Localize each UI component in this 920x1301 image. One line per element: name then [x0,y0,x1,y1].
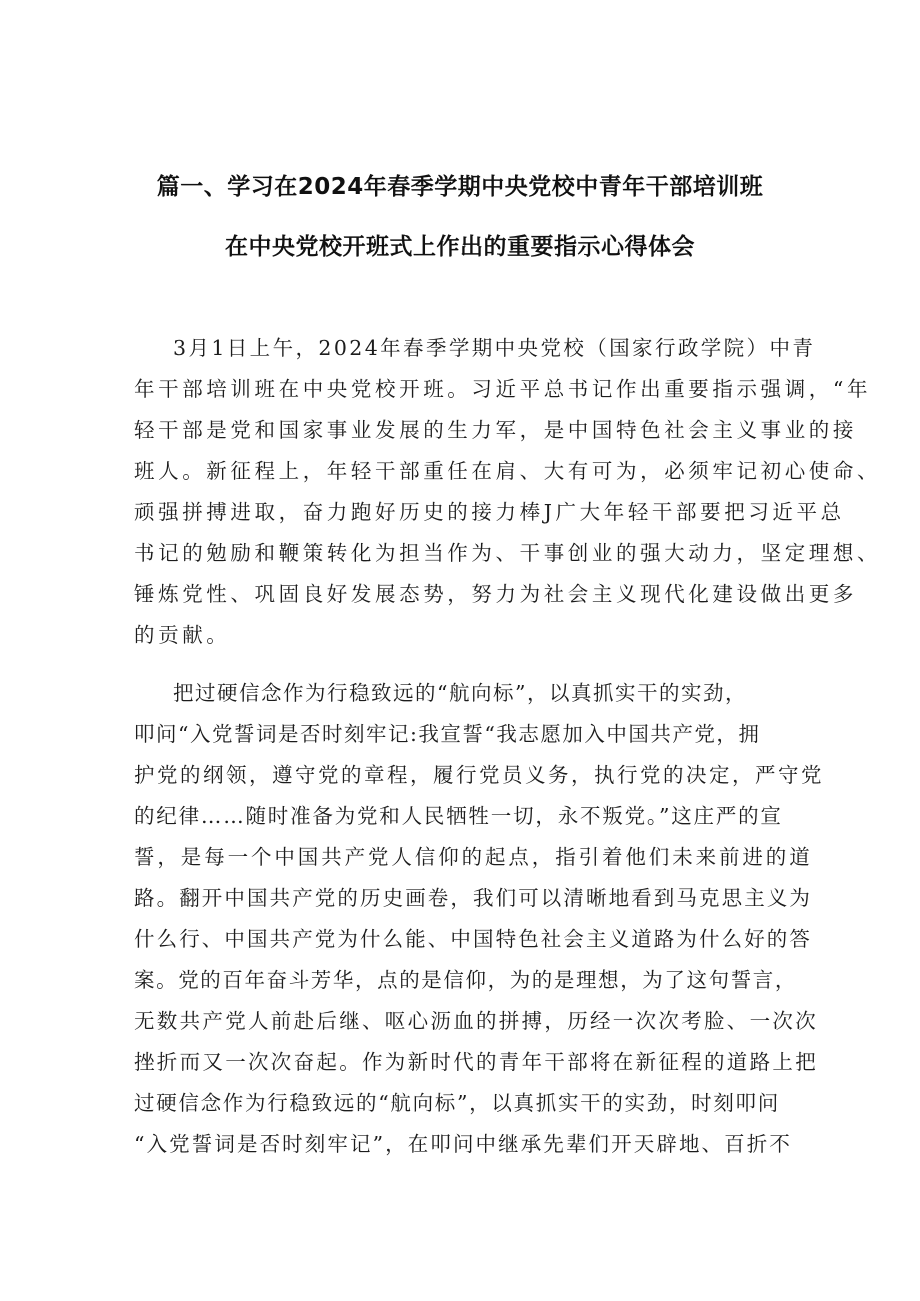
paragraph-line: “入党誓词是否时刻牢记”，在叩问中继承先辈们开天辟地、百折不 [134,1132,792,1156]
paragraph-line: 的贡献。 [134,623,231,647]
paragraph-line: 路。翻开中国共产党的历史画卷，我们可以清晰地看到马克思主义为 [134,886,812,910]
paragraph-line: 书记的勉励和鞭策转化为担当作为、干事创业的强大动力，坚定理想、 [134,541,882,565]
paragraph-line: 什么行、中国共产党为什么能、中国特色社会主义道路为什么好的答 [134,927,812,951]
paragraph-line: 3月1日上午，2024年春季学期中央党校（国家行政学院）中青 [173,336,816,360]
paragraph-line: 顽强拼搏进取，奋力跑好历史的接力棒J广大年轻干部要把习近平总 [134,500,845,524]
paragraph-line: 年干部培训班在中央党校开班。习近平总书记作出重要指示强调，“年 [134,377,872,401]
paragraph-line: 护党的纲领，遵守党的章程，履行党员义务，执行党的决定，严守党 [134,763,824,787]
document-title-line-1: 篇一、学习在2024年春季学期中央党校中青年干部培训班 [156,174,764,200]
paragraph-line: 的纪律……随时准备为党和人民牺牲一切，永不叛党。”这庄严的宣 [134,804,783,828]
paragraph-line: 案。党的百年奋斗芳华，点的是信仰，为的是理想，为了这句誓言， [134,968,797,992]
paragraph-line: 叩问“入党誓词是否时刻牢记:我宣誓“我志愿加入中国共产党，拥 [134,722,761,746]
paragraph-line: 把过硬信念作为行稳致远的“航向标”，以真抓实干的实劲， [173,681,747,705]
paragraph-line: 挫折而又一次次奋起。作为新时代的青年干部将在新征程的道路上把 [134,1050,818,1074]
paragraph-line: 无数共产党人前赴后继、呕心沥血的拼搏，历经一次次考脸、一次次 [134,1009,818,1033]
paragraph-line: 班人。新征程上，年轻干部重任在肩、大有可为，必须牢记初心使命、 [134,459,882,483]
paragraph-line: 锤炼党性、巩固良好发展态势，努力为社会主义现代化建设做出更多 [134,582,857,606]
paragraph-line: 过硬信念作为行稳致远的“航向标”，以真抓实干的实劲，时刻叩问 [134,1091,780,1115]
paragraph-line: 誓，是每一个中国共产党人信仰的起点，指引着他们未来前进的道 [134,845,813,869]
paragraph-line: 轻干部是党和国家事业发展的生力军，是中国特色社会主义事业的接 [134,418,857,442]
document-title-line-2: 在中央党校开班式上作出的重要指示心得体会 [225,234,695,260]
